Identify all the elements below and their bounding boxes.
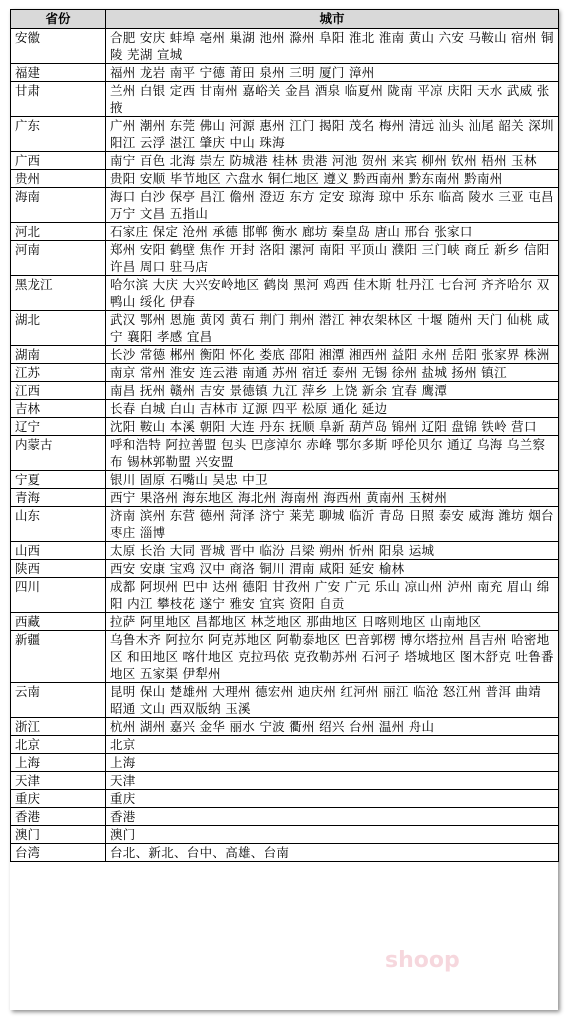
table-row [11,400,559,418]
cities-cell: 澳门 [106,826,559,844]
table-row [11,754,559,772]
table-row [11,718,559,736]
table-row [11,188,559,223]
cities-cell: 太原 长治 大同 晋城 晋中 临汾 吕梁 朔州 忻州 阳泉 运城 [106,542,559,560]
province-cell: 黑龙江 [11,276,106,311]
table-row [11,542,559,560]
province-city-table-frame [10,9,558,1010]
cities-cell: 杭州 湖州 嘉兴 金华 丽水 宁波 衢州 绍兴 台州 温州 舟山 [106,718,559,736]
cities-cell: 成都 阿坝州 巴中 达州 德阳 甘孜州 广安 广元 乐山 凉山州 泸州 南充 眉山 绵阳 内江 攀枝花 遂宁 雅安 宜宾 资阳 自贡 [106,578,559,613]
table-row [11,507,559,542]
province-cell: 山西 [11,542,106,560]
table-row [11,117,559,152]
cities-cell: 天津 [106,772,559,790]
province-cell: 河北 [11,223,106,241]
province-cell: 青海 [11,489,106,507]
province-cell: 河南 [11,241,106,276]
cities-cell: 武汉 鄂州 恩施 黄冈 黄石 荆门 荆州 潜江 神农架林区 十堰 随州 天门 仙桃 咸宁 襄阳 孝感 宜昌 [106,311,559,346]
cities-cell: 银川 固原 石嘴山 吴忠 中卫 [106,471,559,489]
cities-cell: 石家庄 保定 沧州 承德 邯郸 衡水 廊坊 秦皇岛 唐山 邢台 张家口 [106,223,559,241]
header-province: 省份 [11,10,106,29]
table-row [11,418,559,436]
cities-cell: 哈尔滨 大庆 大兴安岭地区 鹤岗 黑河 鸡西 佳木斯 牡丹江 七台河 齐齐哈尔 双鸭山 绥化 伊春 [106,276,559,311]
province-cell: 台湾 [11,844,106,862]
table-row [11,382,559,400]
province-cell: 江苏 [11,364,106,382]
province-cell: 北京 [11,736,106,754]
table-row [11,560,559,578]
cities-cell: 福州 龙岩 南平 宁德 莆田 泉州 三明 厦门 漳州 [106,64,559,82]
table-row [11,844,559,862]
province-cell: 新疆 [11,631,106,683]
cities-cell: 西宁 果洛州 海东地区 海北州 海南州 海西州 黄南州 玉树州 [106,489,559,507]
cities-cell: 呼和浩特 阿拉善盟 包头 巴彦淖尔 赤峰 鄂尔多斯 呼伦贝尔 通辽 乌海 乌兰察布 锡林郭勒盟 兴安盟 [106,436,559,471]
cities-cell: 沈阳 鞍山 本溪 朝阳 大连 丹东 抚顺 阜新 葫芦岛 锦州 辽阳 盘锦 铁岭 营口 [106,418,559,436]
cities-cell: 拉萨 阿里地区 昌都地区 林芝地区 那曲地区 日喀则地区 山南地区 [106,613,559,631]
table-row [11,223,559,241]
province-cell: 辽宁 [11,418,106,436]
cities-cell: 南京 常州 淮安 连云港 南通 苏州 宿迁 泰州 无锡 徐州 盐城 扬州 镇江 [106,364,559,382]
table-row [11,311,559,346]
province-cell: 宁夏 [11,471,106,489]
table-body [11,29,559,862]
table-row [11,276,559,311]
cities-cell: 兰州 白银 定西 甘南州 嘉峪关 金昌 酒泉 临夏州 陇南 平凉 庆阳 天水 武威 张掖 [106,82,559,117]
table-row [11,578,559,613]
province-cell: 山东 [11,507,106,542]
province-cell: 陕西 [11,560,106,578]
table-row [11,346,559,364]
table-row [11,826,559,844]
cities-cell: 香港 [106,808,559,826]
province-cell: 湖北 [11,311,106,346]
cities-cell: 郑州 安阳 鹤壁 焦作 开封 洛阳 漯河 南阳 平顶山 濮阳 三门峡 商丘 新乡 信阳 许昌 周口 驻马店 [106,241,559,276]
province-cell: 重庆 [11,790,106,808]
cities-cell: 乌鲁木齐 阿拉尔 阿克苏地区 阿勒泰地区 巴音郭楞 博尔塔拉州 昌吉州 哈密地区 和田地区 喀什地区 克拉玛依 克孜勒苏州 石河子 塔城地区 图木舒克 吐鲁番地区 五家渠 伊犁州 [106,631,559,683]
cities-cell: 贵阳 安顺 毕节地区 六盘水 铜仁地区 遵义 黔西南州 黔东南州 黔南州 [106,170,559,188]
province-cell: 福建 [11,64,106,82]
table-row [11,29,559,64]
table-row [11,471,559,489]
cities-cell: 西安 安康 宝鸡 汉中 商洛 铜川 渭南 咸阳 延安 榆林 [106,560,559,578]
province-cell: 浙江 [11,718,106,736]
province-city-table [10,9,559,862]
province-cell: 西藏 [11,613,106,631]
province-cell: 安徽 [11,29,106,64]
cities-cell: 上海 [106,754,559,772]
province-cell: 内蒙古 [11,436,106,471]
table-row [11,790,559,808]
table-row [11,489,559,507]
province-cell: 吉林 [11,400,106,418]
table-row [11,152,559,170]
province-cell: 海南 [11,188,106,223]
province-cell: 甘肃 [11,82,106,117]
watermark-logo: shoop [385,948,460,973]
table-row [11,436,559,471]
table-row [11,808,559,826]
cities-cell: 长春 白城 白山 吉林市 辽源 四平 松原 通化 延边 [106,400,559,418]
cities-cell: 广州 潮州 东莞 佛山 河源 惠州 江门 揭阳 茂名 梅州 清远 汕头 汕尾 韶关 深圳 阳江 云浮 湛江 肇庆 中山 珠海 [106,117,559,152]
cities-cell: 南昌 抚州 赣州 吉安 景德镇 九江 萍乡 上饶 新余 宜春 鹰潭 [106,382,559,400]
province-cell: 云南 [11,683,106,718]
table-row [11,82,559,117]
cities-cell: 昆明 保山 楚雄州 大理州 德宏州 迪庆州 红河州 丽江 临沧 怒江州 普洱 曲靖 昭通 文山 西双版纳 玉溪 [106,683,559,718]
table-row [11,683,559,718]
cities-cell: 合肥 安庆 蚌埠 亳州 巢湖 池州 滁州 阜阳 淮北 淮南 黄山 六安 马鞍山 宿州 铜陵 芜湖 宣城 [106,29,559,64]
province-cell: 澳门 [11,826,106,844]
table-row [11,364,559,382]
table-row [11,613,559,631]
table-row [11,772,559,790]
header-cities: 城市 [106,10,559,29]
province-cell: 香港 [11,808,106,826]
cities-cell: 长沙 常德 郴州 衡阳 怀化 娄底 邵阳 湘潭 湘西州 益阳 永州 岳阳 张家界 株洲 [106,346,559,364]
cities-cell: 济南 滨州 东营 德州 菏泽 济宁 莱芜 聊城 临沂 青岛 日照 泰安 威海 潍坊 烟台 枣庄 淄博 [106,507,559,542]
province-cell: 四川 [11,578,106,613]
province-cell: 贵州 [11,170,106,188]
province-cell: 上海 [11,754,106,772]
province-cell: 广西 [11,152,106,170]
table-header-row [11,10,559,29]
cities-cell: 海口 白沙 保亭 昌江 儋州 澄迈 东方 定安 琼海 琼中 乐东 临高 陵水 三亚 屯昌 万宁 文昌 五指山 [106,188,559,223]
cities-cell: 重庆 [106,790,559,808]
table-row [11,631,559,683]
cities-cell: 北京 [106,736,559,754]
province-cell: 天津 [11,772,106,790]
province-cell: 广东 [11,117,106,152]
cities-cell: 南宁 百色 北海 崇左 防城港 桂林 贵港 河池 贺州 来宾 柳州 钦州 梧州 玉林 [106,152,559,170]
table-row [11,241,559,276]
table-row [11,736,559,754]
cities-cell: 台北、新北、台中、高雄、台南 [106,844,559,862]
province-cell: 江西 [11,382,106,400]
province-cell: 湖南 [11,346,106,364]
table-row [11,64,559,82]
table-row [11,170,559,188]
